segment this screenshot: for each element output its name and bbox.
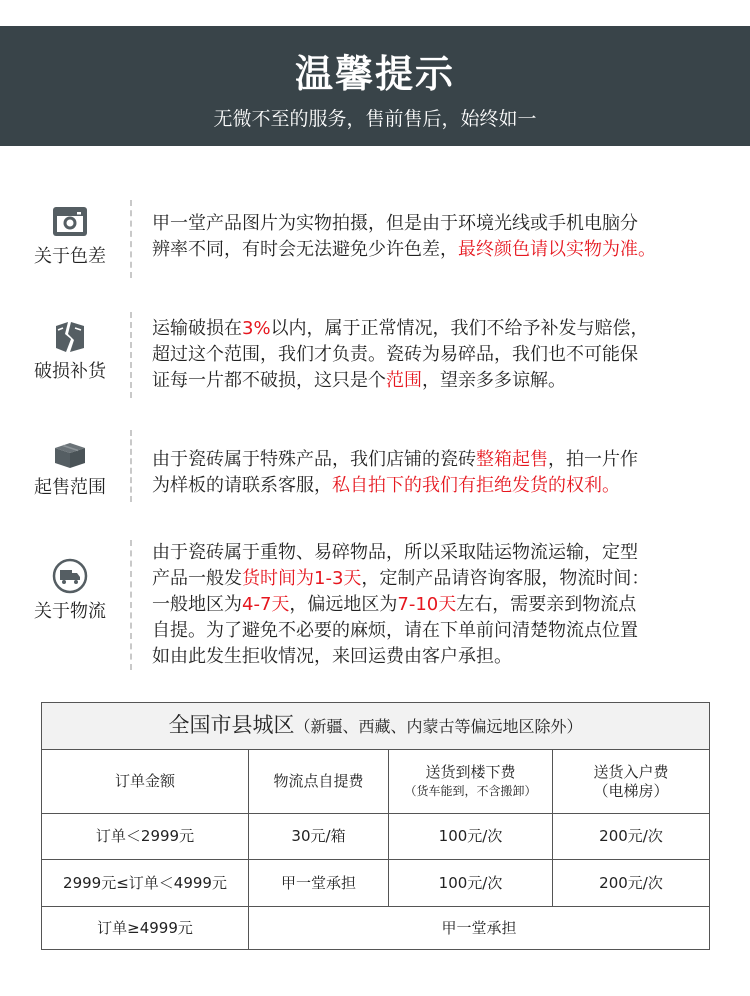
body-text: 超过这个范围，我们才负责。瓷砖为易碎品，我们也不可能保 bbox=[152, 344, 638, 365]
divider bbox=[130, 430, 132, 502]
body-text: ，定制产品请咨询客服，物流时间： bbox=[361, 568, 650, 589]
text-line bbox=[152, 540, 744, 566]
text-line bbox=[152, 342, 744, 368]
table-cell: 甲一堂承担 bbox=[249, 860, 389, 907]
column-header: 送货到楼下费 （货车能到，不含搬卸） bbox=[389, 750, 553, 814]
table-title-main: 全国市县城区 bbox=[168, 713, 295, 737]
header-banner bbox=[0, 26, 750, 146]
text-line bbox=[152, 211, 744, 237]
text-line bbox=[152, 618, 744, 644]
body-text: 一般地区为 bbox=[152, 594, 242, 615]
highlight-text: 货时间为1-3天 bbox=[242, 568, 362, 589]
section-label: 关于物流 bbox=[34, 601, 106, 622]
page-title: 温馨提示 bbox=[294, 52, 455, 96]
body-text: 证每一片都不破损，这只是个 bbox=[152, 370, 386, 391]
section-logistics bbox=[0, 540, 750, 672]
table-cell: 100元/次 bbox=[389, 814, 553, 860]
shipping-fee-table bbox=[41, 702, 710, 950]
table-row bbox=[42, 814, 710, 860]
body-text: 运输破损在 bbox=[152, 318, 242, 339]
column-header: 物流点自提费 bbox=[249, 750, 389, 814]
divider bbox=[130, 312, 132, 398]
section-breakage bbox=[0, 312, 750, 402]
section-label: 破损补货 bbox=[34, 361, 106, 382]
highlight-text: 7-10天 bbox=[397, 594, 457, 615]
text-line bbox=[152, 316, 744, 342]
text-line bbox=[152, 592, 744, 618]
box-icon bbox=[52, 440, 88, 476]
body-text: 辨率不同，有时会无法避免少许色差， bbox=[152, 239, 458, 260]
text-line bbox=[152, 368, 744, 394]
table-header-row bbox=[42, 750, 710, 814]
highlight-text: 整箱起售 bbox=[476, 449, 548, 470]
highlight-text: 私自拍下的我们有拒绝发货的权利。 bbox=[332, 475, 620, 496]
column-header: 送货入户费 （电梯房） bbox=[553, 750, 710, 814]
truck-icon bbox=[52, 558, 88, 594]
broken-tile-icon bbox=[52, 320, 88, 356]
body-text: 如由此发生拒收情况，来回运费由客户承担。 bbox=[152, 646, 512, 667]
highlight-text: 3% bbox=[242, 318, 271, 339]
section-minimum-sale bbox=[0, 430, 750, 506]
section-text bbox=[152, 540, 744, 670]
table-cell: 2999元≤订单＜4999元 bbox=[42, 860, 249, 907]
table-cell: 200元/次 bbox=[553, 814, 710, 860]
highlight-text: 4-7天 bbox=[242, 594, 290, 615]
text-line bbox=[152, 237, 744, 263]
table-cell: 200元/次 bbox=[553, 860, 710, 907]
table-cell: 100元/次 bbox=[389, 860, 553, 907]
text-line bbox=[152, 473, 744, 499]
body-text: 左右，需要亲到物流点 bbox=[456, 594, 637, 615]
section-text bbox=[152, 447, 744, 499]
section-label: 起售范围 bbox=[34, 477, 106, 498]
section-text bbox=[152, 211, 744, 263]
table-title bbox=[42, 703, 710, 750]
body-text: ，偏远地区为 bbox=[289, 594, 398, 615]
table-cell-merged: 甲一堂承担 bbox=[249, 907, 710, 950]
body-text: ，望亲多多谅解。 bbox=[422, 370, 566, 391]
body-text: 由于瓷砖属于特殊产品，我们店铺的瓷砖 bbox=[152, 449, 476, 470]
table-title-note: （新疆、西藏、内蒙古等偏远地区除外） bbox=[294, 717, 583, 736]
highlight-text: 最终颜色请以实物为准。 bbox=[458, 239, 656, 260]
body-text: 自提。为了避免不必要的麻烦，请在下单前问清楚物流点位置 bbox=[152, 620, 638, 641]
section-label: 关于色差 bbox=[34, 246, 106, 267]
body-text: 甲一堂产品图片为实物拍摄，但是由于环境光线或手机电脑分 bbox=[152, 213, 638, 234]
body-text: 以内，属于正常情况，我们不给予补发与赔偿， bbox=[270, 318, 649, 339]
divider bbox=[130, 200, 132, 278]
section-text bbox=[152, 316, 744, 394]
table-cell: 30元/箱 bbox=[249, 814, 389, 860]
column-header: 订单金额 bbox=[42, 750, 249, 814]
table-cell: 订单≥4999元 bbox=[42, 907, 249, 950]
body-text: 为样板的请联系客服， bbox=[152, 475, 332, 496]
text-line bbox=[152, 447, 744, 473]
table-row bbox=[42, 860, 710, 907]
text-line bbox=[152, 566, 744, 592]
divider bbox=[130, 540, 132, 670]
body-text: 由于瓷砖属于重物、易碎物品，所以采取陆运物流运输，定型 bbox=[152, 542, 638, 563]
text-line bbox=[152, 644, 744, 670]
camera-icon bbox=[52, 204, 88, 240]
table-cell: 订单＜2999元 bbox=[42, 814, 249, 860]
body-text: ，拍一片作 bbox=[548, 449, 638, 470]
body-text: 产品一般发 bbox=[152, 568, 242, 589]
section-color-difference bbox=[0, 200, 750, 280]
highlight-text: 范围 bbox=[386, 370, 422, 391]
table-row bbox=[42, 907, 710, 950]
page-subtitle: 无微不至的服务，售前售后，始终如一 bbox=[213, 108, 537, 130]
